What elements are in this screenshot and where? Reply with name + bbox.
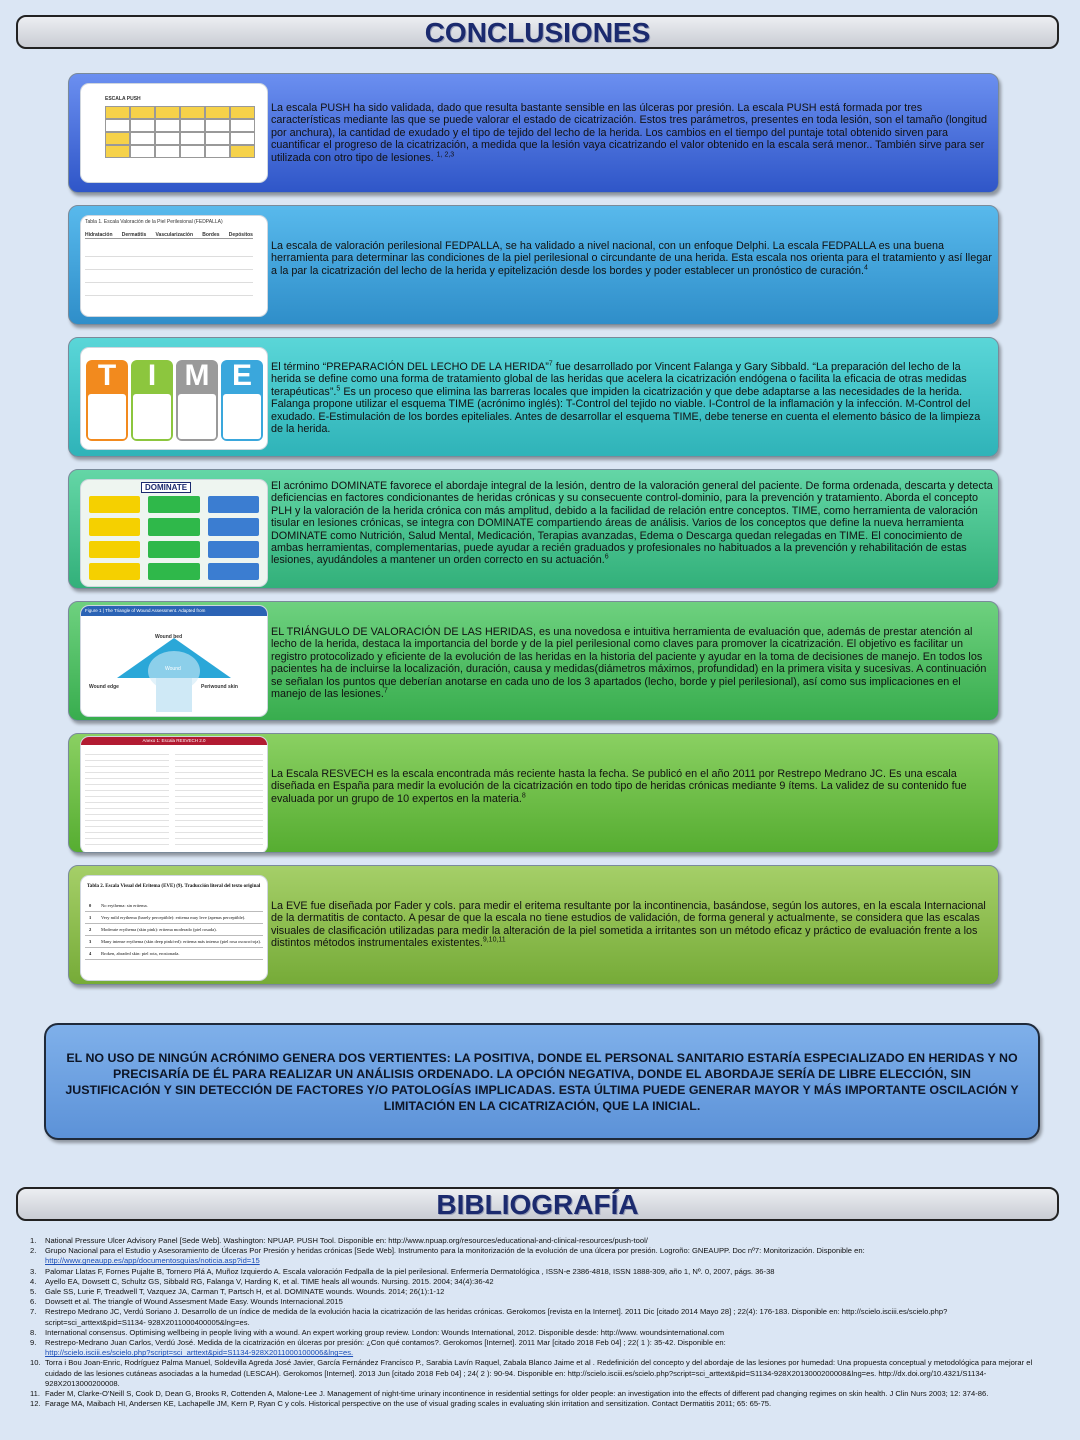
dominate-diagram-thumbnail [81, 480, 267, 586]
dominate-boxes [89, 496, 259, 580]
reference-item: 8. International consensus. Optimising wellbeing in people living with a wound. An expert working group review. London: Wounds International, 2012. Disponible desde: http://www. woundsinternational.com [30, 1327, 725, 1337]
final-conclusion-text: EL NO USO DE NINGÚN ACRÓNIMO GENERA DOS VERTIENTES: LA POSITIVA, DONDE EL PERSONAL SANITARIO ESTARÍA ESPECIALIZADO EN HERIDAS Y NO PRECISARÍA DE ÉL PARA REALIZAR UN ANÁLISIS ORDENADO. LA OPCIÓN NEGATIVA, DONDE EL ABORDAJE SERÍA DE LIBRE ELECCIÓN, SIN JUSTIFICACIÓN Y SIN DETECCIÓN DE FACTORES Y/O PATOLOGÍAS IMPLICADAS. ESTA ÚLTIMA PUEDE GENERAR MAYOR Y MÁS IMPORTANTE OSCILACIÓN Y LIMITACIÓN EN LA CICATRIZACIÓN, QUE LA INICIAL. [65, 1050, 1019, 1113]
card-text: La Escala RESVECH es la escala encontrada más reciente hasta la fecha. Se publicó en el año 2011 por Restrepo Medrano JC. Es una escala diseñada en España para medir la evolución de la cicatrización en todo tipo de heridas crónicas mediante 9 ítems. La validez de su contenido fue evaluada por un grupo de 10 expertos en la materia.$^8$ [271, 768, 967, 805]
reference-item: 10. Torra i Bou Joan-Enric, Rodríguez Palma Manuel, Soldevilla Agreda José Javier, García Fernández Francisco P., Sarabia Lavín Raquel, Zabala Blanco Jaime et al . Redefinición del concepto y del abordaje de las lesiones por humedad: Una propuesta conceptual y metodológica para mejorar el cuidado de las lesiones cutáneas asociadas a la humedad (LESCAH). Gerokomos [Internet]. 2013 Jun [citado 2018 Feb 04] ; 24( 2 ): 90-94. Disponible en: http://scielo.isciii.es/scielo.php?script=sci_arttext&pid=S1134-928X2013000200008&lng=es. http://dx.doi.org/10.4321/S1134-928X2013000200008. [30, 1358, 1033, 1388]
conclusion-card-triangle [68, 601, 999, 721]
conclusiones-banner [16, 15, 1059, 49]
time-scheme-thumbnail [81, 348, 267, 449]
eve-row: 2 Moderate erythema (skin pink): eritema moderado (piel rosada). [85, 924, 263, 936]
reference-list [30, 1236, 1040, 1409]
reference-item: 5. Gale SS, Lurie F, Treadwell T, Vazquez JA, Carman T, Partsch H, et al. DOMINATE wounds. Wounds. 2014; 26(1):1-12 [30, 1287, 445, 1297]
wound-triangle-thumbnail: Figure 1 | The Triangle of Wound Assessment. Adapted from Wound bed Wound Wound edge Periwound skin [81, 606, 267, 716]
resvech-scale-thumbnail [81, 737, 267, 853]
bibliografia-banner [16, 1187, 1059, 1221]
eve-row: 0 No erythema: sin eritema. [85, 900, 263, 912]
conclusion-card-dominate [68, 469, 999, 589]
reference-item: 11. Fader M, Clarke-O'Neill S, Cook D, Dean G, Brooks R, Cottenden A, Malone-Lee J. Management of night-time urinary incontinence in residential settings for older people: an investigation into the effects of different pad changing regimes on skin health. J Clin Nurs 2003; 12: 374-86. [30, 1389, 989, 1399]
card-text: La EVE fue diseñada por Fader y cols. para medir el eritema resultante por la incontinencia, basándose, según los autores, en la escala Internacional de la dermatitis de contacto. A pesar de que la escala no tiene estudios de validación, de forma general y actualmente, se considera que las escalas visuales de clasificación utilizadas para medir la alteración de la piel sometida a irritantes son un método eficaz y práctico de evaluación frente a los distintos métodos instrumentales existentes.$^{9,10,11}$ [271, 900, 986, 950]
resvech-right-column [175, 749, 263, 847]
card-text: La escala PUSH ha sido validada, dado que resulta bastante sensible en las úlceras por presión. La escala PUSH está formada por tres características mediante las que se puede valorar el estado de cicatrización. Estos tres parámetros, presentes en toda lesión, son el tamaño (longitud por anchura), la cantidad de exudado y el tipo de tejido del lecho de la herida. Los cambios en el tiempo del puntaje total obtenido sirven para cuantificar el progreso de la cicatrización, a medida que la lesión vaya cicatrizando el valor obtenido en la escala será menor.. También sirve para ser utilizada con otro tipo de lesiones. $^{1, 2,3}$ [271, 102, 987, 164]
eve-row: 4 Broken, abraded skin: piel rota, erosionada. [85, 948, 263, 960]
time-column-e: E [221, 360, 263, 441]
card-text: La escala de valoración perilesional FEDPALLA, se ha validado a nivel nacional, con un enfoque Delphi. La escala FEDPALLA es una buena herramienta para determinar las condiciones de la piel perilesional o circundante de una herida. Esta escala nos orienta para el tratamiento y así llegar a la par la cicatrización del lecho de la herida y epitelización desde los bordes y poder establecer un pronóstico de curación.$^4$ [271, 240, 992, 277]
reference-item: 3. Palomar Llatas F, Fornes Pujalte B, Tornero Plá A, Muñoz Izquierdo A. Escala valoración Fedpalla de la piel perilesional. Enfermería Dermatológica , ISSN-e 2386-4818, ISSN 1888-309, año 1, Nº. 0, 2007, págs. 36-38 [30, 1266, 775, 1276]
reference-link[interactable]: http://www.gneaupp.es/app/documentosguias/noticia.asp?id=15 [45, 1256, 260, 1266]
section-title: CONCLUSIONES [424, 17, 651, 48]
conclusion-card-time [68, 337, 999, 457]
eve-row: 1 Very mild erythema (barely perceptible): eritema muy leve (apenas perceptible). [85, 912, 263, 924]
thumbnail-title: Tabla 1. Escala Valoración de la Piel Perilesional (FEDPALLA) [85, 219, 223, 225]
conclusion-card-push [68, 73, 999, 193]
conclusion-card-fedpalla [68, 205, 999, 325]
fedpalla-scale-thumbnail [81, 216, 267, 316]
reference-item: 2. Grupo Nacional para el Estudio y Asesoramiento de Úlceras Por Presión y heridas crónicas [Sede Web]. Instrumento para la monitorización de la evolución de una úlcera por presión. Logroño: GNEAUPP. Doc nº7: Monitorización. Disponible en: http://www.gneaupp.es/app/documentosguias/noticia.asp?id=15 [30, 1246, 865, 1266]
thumbnail-title: ESCALA PUSH [105, 96, 141, 102]
card-text: El término “PREPARACIÓN DEL LECHO DE LA HERIDA”$^7$ fue desarrollado por Vincent Falanga y Gary Sibbald. “La preparación del lecho de la herida se define como una forma de tratamiento global de las heridas que acelera la cicatrización endógena o facilita la eficacia de otras medidas terapéuticas”.$^5$ Es un proceso que elimina las barreras locales que impiden la cicatrización y que debe adaptarse a las necesidades de la herida. Falanga propone utilizar el esquema TIME (acrónimo inglés): T-Control del tejido no viable. I-Control de la inflamación y la infección. M-Control del exudado. E-Estimulación de los bordes epiteliales. Antes de desarrollar el esquema TIME, debe tenerse en cuenta el elemento básico de la limpieza de la herida. [271, 360, 981, 436]
push-scale-thumbnail [81, 84, 267, 182]
fedpalla-header-row: Hidratación Dermatitis Vascularización Bordes Depósitos [85, 232, 253, 238]
reference-link[interactable]: http://scielo.isciii.es/scielo.php?script=sci_arttext&pid=S1134-928X2011000100006&lng=es. [45, 1348, 354, 1358]
section-title: BIBLIOGRAFÍA [436, 1189, 639, 1220]
thumbnail-title: Tabla 2. Escala Visual del Eritema (EVE) (9). Traducción literal del texto original [87, 884, 261, 889]
thumbnail-title: DOMINATE [141, 482, 191, 493]
conclusion-card-eve [68, 865, 999, 985]
final-conclusion-box [44, 1023, 1040, 1140]
eve-row: 3 Many intense erythema (skin deep pink/red): eritema más intenso (piel rosa oscuro/roja). [85, 936, 263, 948]
reference-item: 9. Restrepo-Medrano Juan Carlos, Verdú José. Medida de la cicatrización en úlceras por presión: ¿Con qué contamos?. Gerokomos [Internet]. 2011 Mar [citado 2018 Feb 04] ; 22( 1 ): 35-42. Disponible en: http://scielo.isciii.es/scielo.php?script=sci_arttext&pid=S1134-928X2011000100006&lng=es. [30, 1338, 726, 1358]
reference-item: 6. Dowsett et al. The triangle of Wound Assesment Made Easy. Wounds Internacional.2015 [30, 1297, 343, 1307]
fedpalla-table-body [85, 244, 253, 308]
time-column-m: M [176, 360, 218, 441]
reference-item: 1. National Pressure Ulcer Advisory Panel [Sede Web]. Washington: NPUAP. PUSH Tool. Disponible en: http://www.npuap.org/resources/educational-and-clinical-resources/push-tool/ [30, 1236, 648, 1245]
card-text: EL TRIÁNGULO DE VALORACIÓN DE LAS HERIDAS, es una novedosa e intuitiva herramienta de evaluación que, además de prestar atención al lecho de la herida, destaca la importancia del borde y de la piel perilesional como claves para promover la cicatrización. El objetivo es facilitar un registro protocolizado y eficiente de la evolución de las heridas en la historia del paciente y ayudar en la toma de decisiones de manejo. En todos los pacientes ha de incluirse la localización, duración, causa y medidas(diámetros máximos, profundidad) en la primera visita y sucesivas. A continuación se señalan los puntos que deberían anotarse en cada uno de los 3 apartados (lecho, borde y piel perilesional), así como sus implicaciones en el manejo de las lesiones.$^7$ [271, 626, 987, 701]
thumbnail-title: Figure 1 | The Triangle of Wound Assessment. Adapted from [81, 606, 267, 616]
eve-scale-thumbnail [81, 876, 267, 980]
resvech-left-column [85, 749, 169, 847]
conclusion-card-resvech [68, 733, 999, 853]
reference-item: 4. Ayello EA, Dowsett C, Schultz GS, Sibbald RG, Falanga V, Harding K, et al. TIME heals all wounds. Nursing. 2015. 2004; 34(4):36-42 [30, 1276, 494, 1286]
eve-rows [85, 900, 263, 960]
reference-item: 12. Farage MA, Maibach HI, Andersen KE, Lachapelle JM, Kern P, Ryan C y cols. Historical perspective on the use of visual grading scales in evaluating skin irritation and sensitization. Contact Dermatitis 2011; 65: 65-75. [30, 1399, 772, 1409]
time-column-i: I [131, 360, 173, 441]
push-table-graphic [105, 106, 255, 158]
time-column-t: T [86, 360, 128, 441]
card-text: El acrónimo DOMINATE favorece el abordaje integral de la lesión, dentro de la valoración general del paciente. De forma ordenada, descarta y detecta deficiencias en factores condicionantes de heridas crónicas y su consecuente control-dominio, para la prevención y tratamiento. Aborda el concepto PLH y la valoración de la herida crónica con más amplitud, debido a la facilidad de relación entre conceptos. TIME, como herramienta de valoración tisular en lesiones crónicas, se integra con DOMINATE compartiendo áreas de análisis. Varios de los conceptos que define la nueva herramienta DOMINATE como Nutrición, Salud Mental, Medicación, Terapias avanzadas, Edema o Descarga quedan relegadas en TIME. El conocimiento de ambas herramientas, complementarias, puede ayudar a recién graduados y profesionales no habituados a la prevención y rehabilitación de estas lesiones, ayudándoles a mantener un orden correcto en su actuación.$^6$ [271, 480, 993, 567]
thumbnail-title: Anexo 1: Escala RESVECH 2.0 [81, 737, 267, 745]
reference-item: 7. Restrepo Medrano JC, Verdú Soriano J. Desarrollo de un índice de medida de la evolución hacia la cicatrización de las heridas crónicas. Gerokomos [revista en la Internet]. 2011 Dic [citado 2014 Mayo 28] ; 22(4): 176-183. Disponible en: http://scielo.isciii.es/scielo.php?script=sci_arttext&pid=S1134- 928X2011000400005&lng=es. [30, 1307, 948, 1327]
